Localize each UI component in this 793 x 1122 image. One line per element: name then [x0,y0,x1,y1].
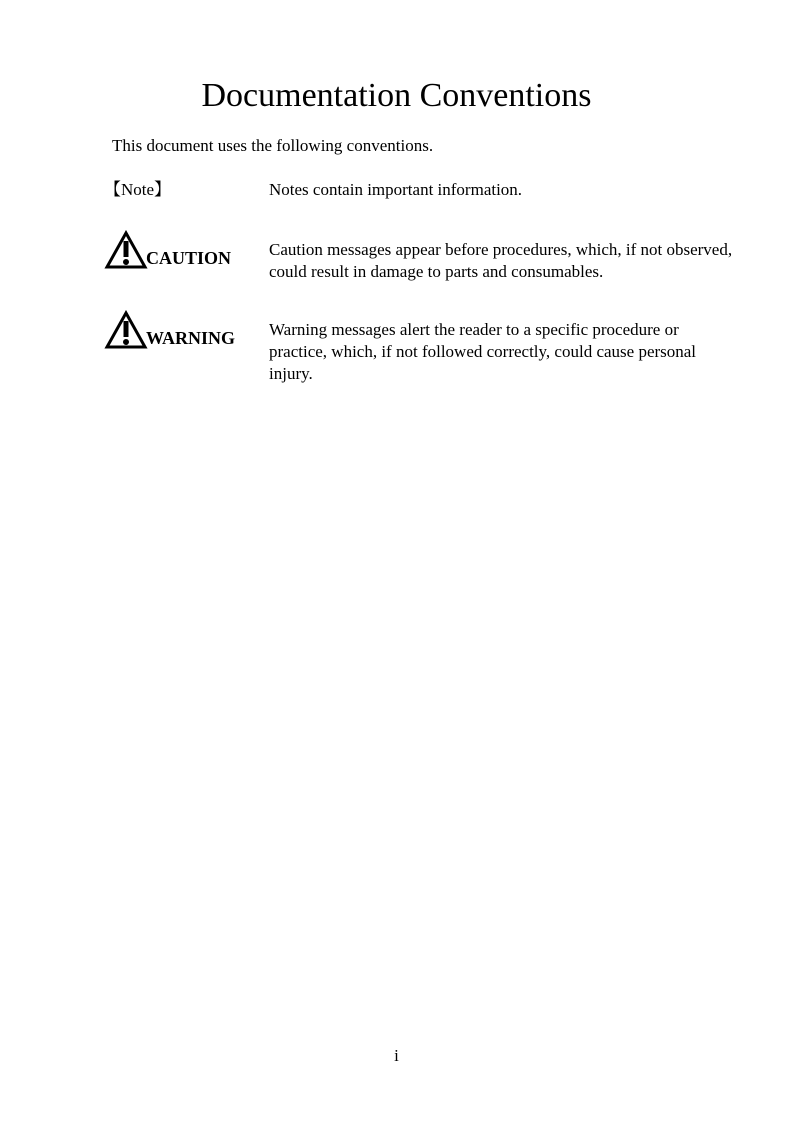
caution-label [104,230,231,270]
warning-description: Warning messages alert the reader to a specific procedure or practice, which, if not followed correctly, could cause personal injury. [269,320,697,383]
page-number: i [394,1046,399,1065]
page-title: Documentation Conventions [201,77,592,114]
warning-triangle-icon [104,310,148,350]
warning-label [104,310,235,350]
intro-text: This document uses the following conventions. [112,136,434,155]
caution-description: Caution messages appear before procedures, which, if not observed, could result in damage to parts and consumables. [269,240,733,281]
warning-word: WARNING [146,328,236,348]
caution-word: CAUTION [146,248,232,268]
note-description: Notes contain important information. [269,180,523,199]
note-label: 【Note】 [104,180,172,199]
warning-triangle-icon [104,230,148,270]
